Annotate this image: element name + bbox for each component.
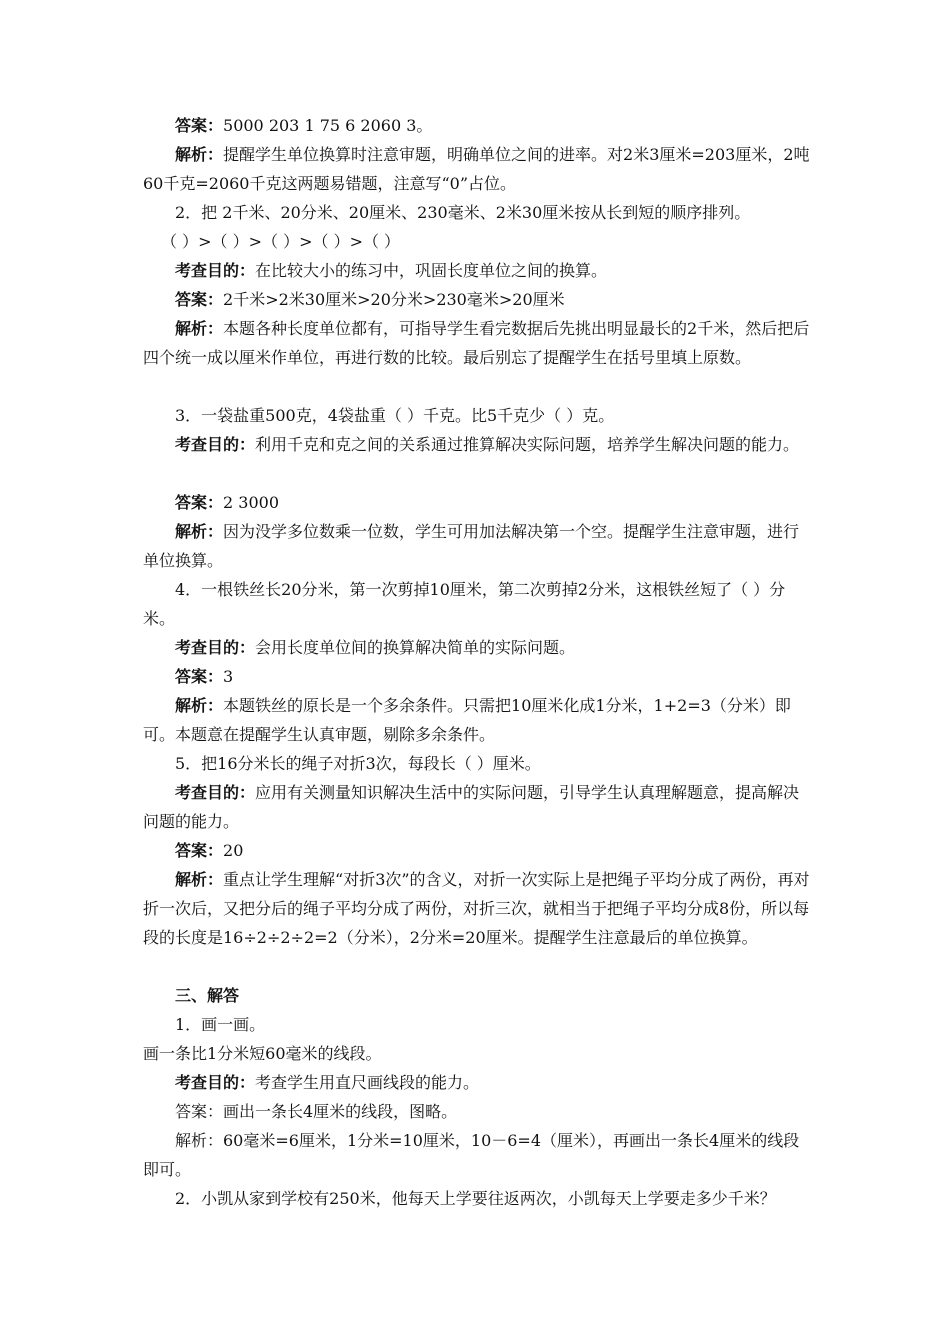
solve-question-1-detail: 画一条比1分米短60毫米的线段。 — [143, 1044, 382, 1063]
answer-line-1: 答案：5000 203 1 75 6 2060 3。 — [175, 116, 433, 135]
solve-question-1: 1．画一画。 — [175, 1015, 266, 1034]
answer-4: 答案：3 — [175, 667, 234, 686]
answer-5: 答案：20 — [175, 841, 244, 860]
question-4: 4．一根铁丝长20分米，第一次剪掉10厘米，第二次剪掉2分米，这根铁丝短了（ ）分米。 — [143, 580, 786, 628]
question-2-blanks: （ ）>（ ）>（ ）>（ ）>（ ） — [161, 232, 401, 251]
question-3: 3．一袋盐重500克，4袋盐重（ ）千克。比5千克少（ ）克。 — [175, 406, 615, 425]
solve-answer-1: 答案：画出一条长4厘米的线段，图略。 — [175, 1102, 458, 1121]
question-2: 2．把 2千米、20分米、20厘米、230毫米、2米30厘米按从长到短的顺序排列。 — [175, 203, 751, 222]
purpose-3: 考查目的：利用千克和克之间的关系通过推算解决实际问题，培养学生解决问题的能力。 — [175, 435, 800, 454]
solve-question-2: 2．小凯从家到学校有250米，他每天上学要往返两次，小凯每天上学要走多少千米？ — [175, 1189, 776, 1208]
section-heading-solve: 三、解答 — [175, 986, 240, 1005]
analysis-4: 解析：本题铁丝的原长是一个多余条件。只需把10厘米化成1分米，1+2=3（分米）即可。本题意在提醒学生认真审题，剔除多余条件。 — [143, 696, 791, 744]
analysis-line-1: 解析：提醒学生单位换算时注意审题，明确单位之间的进率。对2米3厘米=203厘米，2吨60千克=2060千克这两题易错题，注意写“0”占位。 — [143, 145, 810, 193]
analysis-2: 解析：本题各种长度单位都有，可指导学生看完数据后先挑出明显最长的2千米，然后把后四个统一成以厘米作单位，再进行数的比较。最后别忘了提醒学生在括号里填上原数。 — [143, 319, 810, 367]
solve-purpose-1: 考查目的：考查学生用直尺画线段的能力。 — [175, 1073, 480, 1092]
analysis-3: 解析：因为没学多位数乘一位数，学生可用加法解决第一个空。提醒学生注意审题，进行单位换算。 — [143, 522, 800, 570]
analysis-5: 解析：重点让学生理解“对折3次”的含义，对折一次实际上是把绳子平均分成了两份，再对折一次后，又把分后的绳子平均分成了两份，对折三次，就相当于把绳子平均分成8份，所以每段的长度是16÷2÷2÷2=2（分米），2分米=20厘米。提醒学生注意最后的单位换算。 — [143, 870, 810, 947]
question-5: 5．把16分米长的绳子对折3次，每段长（ ）厘米。 — [175, 754, 541, 773]
answer-2: 答案：2千米>2米30厘米>20分米>230毫米>20厘米 — [175, 290, 565, 309]
purpose-2: 考查目的：在比较大小的练习中，巩固长度单位之间的换算。 — [175, 261, 608, 280]
purpose-4: 考查目的：会用长度单位间的换算解决简单的实际问题。 — [175, 638, 576, 657]
solve-analysis-1: 解析：60毫米=6厘米，1分米=10厘米，10－6=4（厘米），再画出一条长4厘米的线段即可。 — [143, 1131, 800, 1179]
purpose-5: 考查目的：应用有关测量知识解决生活中的实际问题，引导学生认真理解题意，提高解决问题的能力。 — [143, 783, 800, 831]
answer-3: 答案：2 3000 — [175, 493, 279, 512]
